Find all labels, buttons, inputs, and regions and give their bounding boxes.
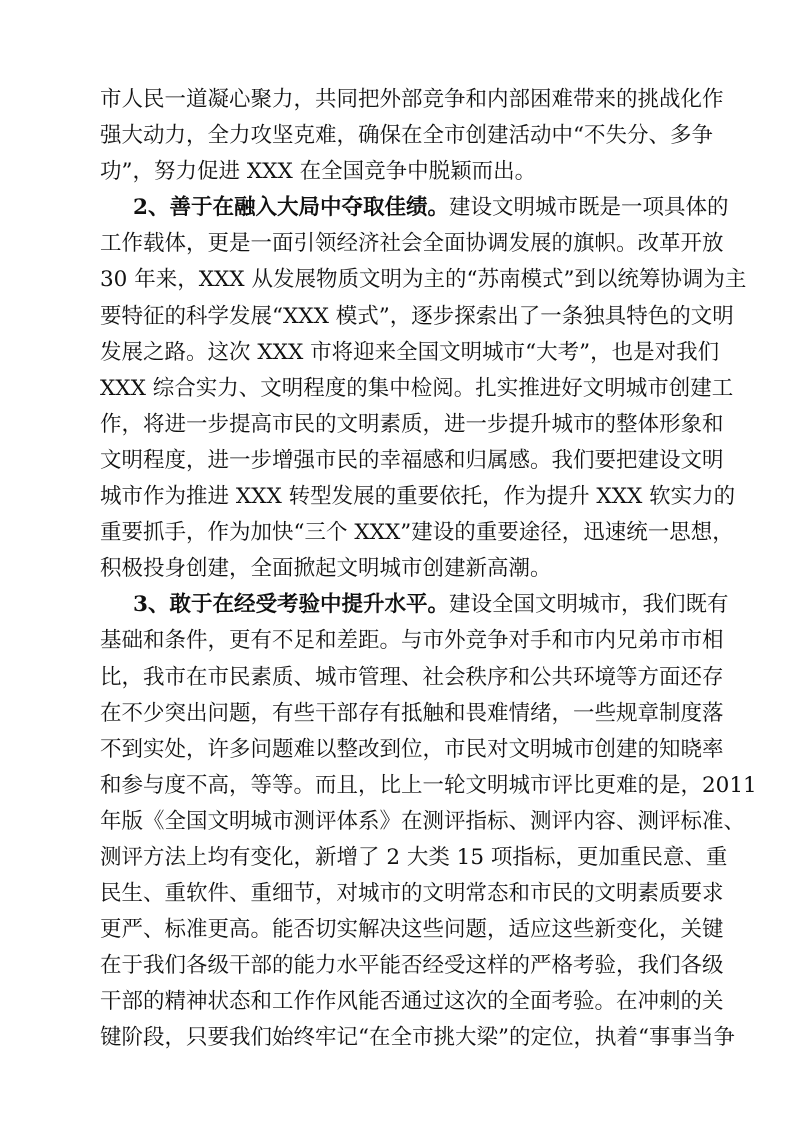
text-line (100, 696, 724, 732)
document-page (100, 82, 757, 1057)
text-line (100, 984, 724, 1020)
section-heading: 3、敢于在经受考验中提升水平。 (133, 592, 449, 618)
text-line (100, 371, 734, 407)
line-text: 基础和条件，更有不足和差距。与市外竞争对手和市内兄弟市市相 (100, 628, 724, 654)
line-text: 在不少突出问题，有些干部存有抵触和畏难情绪，一些规章制度落 (100, 700, 724, 726)
text-line (100, 515, 734, 551)
line-text: 年版《全国文明城市测评体系》在测评指标、测评内容、测评标准、 (100, 808, 746, 834)
text-line (100, 407, 724, 443)
text-line (100, 912, 724, 948)
line-text: 要特征的科学发展“XXX 模式”，逐步探索出了一条独具特色的文明 (100, 303, 734, 329)
line-text: 更严、标准更高。能否切实解决这些问题，适应这些新变化，关键 (100, 917, 724, 943)
text-line (100, 551, 706, 587)
line-text: 建设文明城市既是一项具体的 (448, 195, 729, 221)
line-text: 比，我市在市民素质、城市管理、社会秩序和公共环境等方面还存 (100, 664, 724, 690)
line-text: 城市作为推进 XXX 转型发展的重要依托，作为提升 XXX 软实力的 (100, 484, 736, 510)
line-text: 文明程度，进一步增强市民的幸福感和归属感。我们要把建设文明 (100, 447, 724, 473)
text-line (100, 335, 720, 371)
line-text: 发展之路。这次 XXX 市将迎来全国文明城市“大考”，也是对我们 (100, 339, 720, 365)
text-line (100, 1020, 735, 1056)
line-text: 键阶段，只要我们始终牢记“在全市挑大梁”的定位，执着“事事当争 (100, 1025, 735, 1051)
line-text: 作，将进一步提高市民的文明素质，进一步提升城市的整体形象和 (100, 411, 724, 437)
line-text: 功”，努力促进 XXX 在全国竞争中脱颖而出。 (100, 159, 537, 185)
line-text: 民生、重软件、重细节，对城市的文明常态和市民的文明素质要求 (100, 881, 724, 907)
section-heading-line (100, 587, 729, 623)
line-text: 干部的精神状态和工作作风能否通过这次的全面考验。在冲刺的关 (100, 989, 724, 1015)
text-line (100, 623, 724, 659)
line-text: XXX 综合实力、文明程度的集中检阅。扎实推进好文明城市创建工 (100, 375, 734, 401)
section-heading: 2、善于在融入大局中夺取佳绩。 (133, 195, 449, 221)
line-text: 重要抓手，作为加快“三个 XXX”建设的重要途径，迅速统一思想， (100, 520, 734, 546)
text-line (100, 876, 724, 912)
text-line (100, 118, 713, 154)
line-text: 测评方法上均有变化，新增了 2 大类 15 项指标，更加重民意、重 (100, 844, 728, 870)
line-text: 和参与度不高，等等。而且，比上一轮文明城市评比更难的是，2011 (100, 772, 757, 798)
line-text: 市人民一道凝心聚力，共同把外部竞争和内部困难带来的挑战化作 (100, 87, 724, 112)
text-line (100, 660, 724, 696)
text-line (100, 443, 724, 479)
line-text: 不到实处，许多问题难以整改到位，市民对文明城市创建的知晓率 (100, 736, 724, 762)
line-text: 工作载体，更是一面引领经济社会全面协调发展的旗帜。改革开放 (100, 231, 724, 257)
text-line (100, 479, 736, 515)
text-line (100, 732, 724, 768)
text-line (100, 262, 747, 298)
text-line (100, 154, 706, 190)
line-text: 强大动力，全力攻坚克难，确保在全市创建活动中“不失分、多争 (100, 123, 713, 149)
text-line (100, 768, 757, 804)
text-line (100, 226, 724, 262)
line-text: 在于我们各级干部的能力水平能否经受这样的严格考验，我们各级 (100, 953, 724, 979)
text-line (100, 82, 724, 118)
text-line (100, 804, 746, 840)
section-heading-line (100, 190, 729, 226)
line-text: 30 年来，XXX 从发展物质文明为主的“苏南模式”到以统筹协调为主 (100, 267, 747, 293)
line-text: 积极投身创建，全面掀起文明城市创建新高潮。 (100, 556, 552, 582)
text-line (100, 948, 724, 984)
text-line (100, 299, 734, 335)
text-line (100, 840, 728, 876)
line-text: 建设全国文明城市，我们既有 (448, 592, 729, 618)
